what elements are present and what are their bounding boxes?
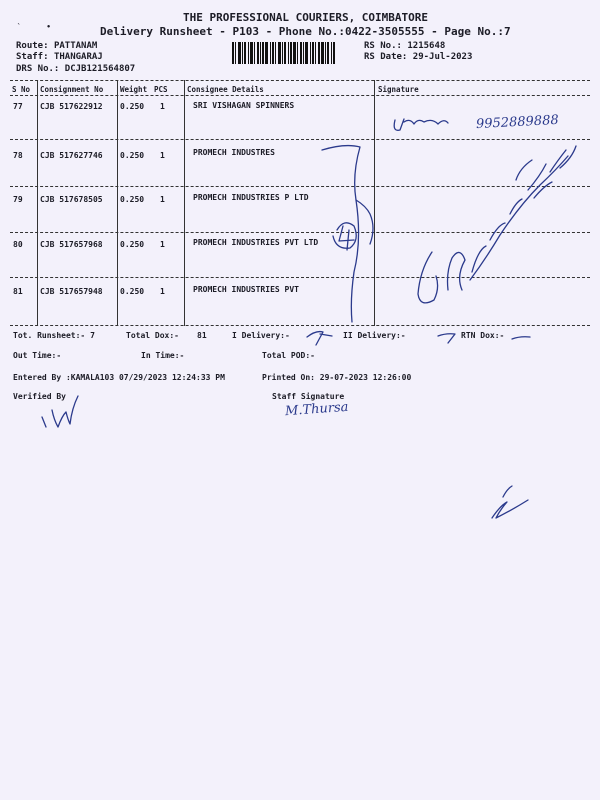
row-sno: 81 (13, 287, 23, 296)
row-weight: 0.250 (120, 195, 145, 204)
row-sno: 77 (13, 102, 23, 111)
runsheet-subtitle: Delivery Runsheet - P103 - Phone No.:0422-3505555 - Page No.:7 (100, 25, 511, 38)
barcode-image (232, 42, 335, 64)
route-value: PATTANAM (53, 41, 98, 51)
col-header: S No (12, 85, 31, 94)
row-weight: 0.250 (120, 102, 145, 111)
in-time: In Time:- (141, 351, 185, 360)
entered-by: Entered By :KAMALA103 07/29/2023 12:24:33 PM (13, 373, 225, 382)
corner-marks: ` • (17, 23, 51, 31)
verified-by: Verified By (13, 392, 66, 401)
total-pod: Total POD:- (262, 351, 315, 360)
col-header: Signature (378, 85, 419, 94)
row-sno: 80 (13, 240, 23, 249)
row-consignment: CJB 517678505 (40, 195, 103, 204)
row-pcs: 1 (160, 151, 165, 160)
col-divider (117, 80, 118, 326)
row-weight: 0.250 (120, 240, 145, 249)
row-consignment: CJB 517622912 (40, 102, 103, 111)
rs-date-line (364, 52, 472, 62)
col-header: Consignment No (40, 85, 104, 94)
row-consignee: SRI VISHAGAN SPINNERS (193, 101, 295, 110)
col-divider (374, 80, 375, 326)
ii-delivery: II Delivery:- (343, 331, 406, 340)
rs-no-value: 1215648 (407, 41, 446, 51)
company-title: THE PROFESSIONAL COURIERS, COIMBATORE (183, 11, 429, 24)
rs-date-value: 29-Jul-2023 (412, 52, 473, 62)
i-delivery: I Delivery:- (232, 331, 290, 340)
rs-no-label: RS No.: (364, 41, 402, 51)
tot-runsheet: Tot. Runsheet:- 7 (13, 331, 95, 340)
rs-no-line (364, 41, 445, 51)
row-consignee: PROMECH INDUSTRIES P LTD (193, 193, 309, 202)
handwritten-phone: 9952889888 (475, 112, 560, 133)
row-sno: 79 (13, 195, 23, 204)
rtn-dox: RTN Dox:- (461, 331, 505, 340)
row-consignee: PROMECH INDUSTRIES PVT (193, 285, 299, 294)
drs-label: DRS No.: (16, 64, 60, 74)
total-dox-label: Total Dox:- (126, 331, 179, 340)
row-consignee: PROMECH INDUSTRIES PVT LTD (193, 238, 319, 247)
route-label: Route: (16, 41, 49, 51)
row-rule (10, 232, 590, 233)
row-pcs: 1 (160, 287, 165, 296)
row-pcs: 1 (160, 195, 165, 204)
table-bottom-rule (10, 325, 590, 326)
row-weight: 0.250 (120, 151, 145, 160)
row-consignment: CJB 517657968 (40, 240, 103, 249)
row-pcs: 1 (160, 102, 165, 111)
col-divider (184, 80, 185, 326)
row-rule (10, 139, 590, 140)
staff-value: THANGARAJ (53, 52, 103, 62)
rs-date-label: RS Date: (364, 52, 408, 62)
col-header: Weight (120, 85, 148, 94)
out-time: Out Time:- (13, 351, 62, 360)
table-header-rule (10, 95, 590, 96)
printed-on: Printed On: 29-07-2023 12:26:00 (262, 373, 412, 382)
drs-line (16, 64, 135, 74)
row-sno: 78 (13, 151, 23, 160)
staff-line (16, 52, 103, 62)
total-dox-value: 81 (197, 331, 207, 340)
row-weight: 0.250 (120, 287, 145, 296)
staff-signature-label: Staff Signature (272, 392, 345, 401)
row-consignee: PROMECH INDUSTRES (193, 148, 275, 157)
col-header: PCS (154, 85, 168, 94)
row-consignment: CJB 517627746 (40, 151, 103, 160)
row-rule (10, 186, 590, 187)
row-pcs: 1 (160, 240, 165, 249)
drs-value: DCJB121564807 (64, 64, 136, 74)
route-line (16, 41, 97, 51)
col-header: Consignee Details (187, 85, 264, 94)
table-top-rule (10, 80, 590, 81)
staff-label: Staff: (16, 52, 49, 62)
col-divider (37, 80, 38, 326)
row-consignment: CJB 517657948 (40, 287, 103, 296)
handwritten-staff-sign: M.Thursa (284, 399, 349, 420)
row-rule (10, 277, 590, 278)
